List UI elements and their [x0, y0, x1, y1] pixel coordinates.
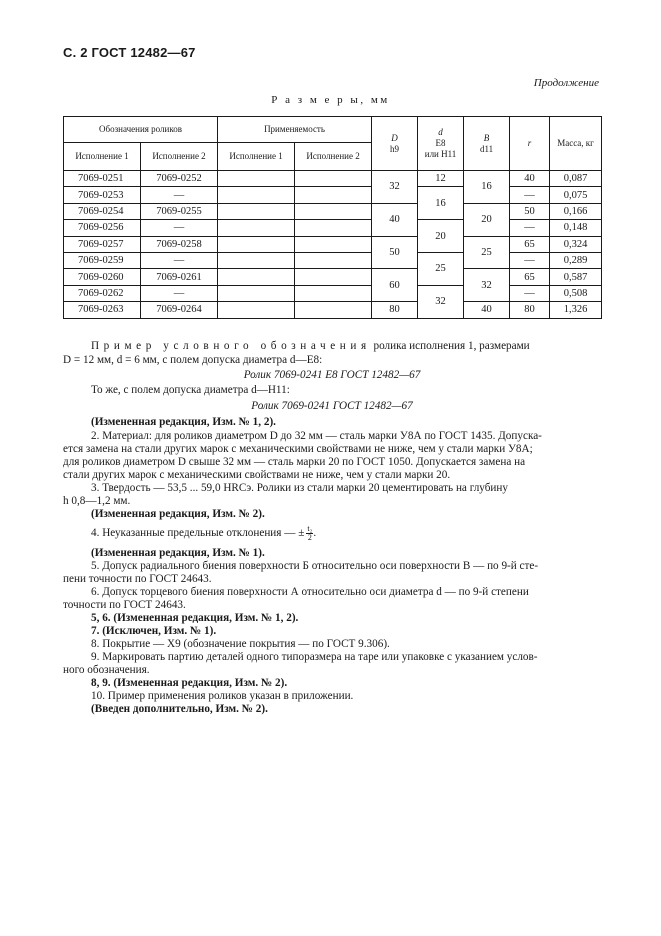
example-code-1: Ролик 7069-0241 E8 ГОСТ 12482—67 [243, 369, 421, 381]
continuation-label: Продолжение [533, 77, 599, 89]
cell-exec2: — [141, 187, 218, 203]
header-d-tol2: или H11 [424, 149, 457, 159]
para-2-line-1: 2. Материал: для роликов диаметром D до 32 мм — сталь марки У8А по ГОСТ 1435. Допуска- [91, 430, 542, 442]
revision-note-2: (Измененная редакция, Изм. № 2). [91, 508, 265, 520]
cell-exec2: — [141, 220, 218, 236]
cell-mass: 0,587 [550, 269, 602, 285]
cell-appl2 [295, 269, 372, 285]
cell-r: 65 [510, 236, 550, 252]
revision-note-10: (Введен дополнительно, Изм. № 2). [91, 703, 268, 715]
revision-note-8-9: 8, 9. (Измененная редакция, Изм. № 2). [91, 677, 288, 689]
cell-appl2 [295, 203, 372, 219]
para-5-line-1: 5. Допуск радиального биения поверхности Б относительно оси поверхности В — по 9-й сте- [91, 560, 539, 572]
cell-exec1: 7069-0257 [64, 236, 141, 252]
cell-r: — [510, 187, 550, 203]
cell-r: 40 [510, 171, 550, 187]
same-line: То же, с полем допуска диаметра d—H11: [91, 384, 290, 396]
table-row [64, 187, 602, 203]
header-d [418, 117, 464, 171]
cell-appl1 [218, 269, 295, 285]
header-exec1: Исполнение 1 [64, 143, 141, 171]
cell-exec2: 7069-0261 [141, 269, 218, 285]
cell-D: 40 [372, 203, 418, 236]
cell-exec1: 7069-0253 [64, 187, 141, 203]
page-header: С. 2 ГОСТ 12482—67 [63, 45, 196, 60]
cell-exec2: 7069-0258 [141, 236, 218, 252]
cell-appl1 [218, 203, 295, 219]
para-10: 10. Пример применения роликов указан в приложении. [91, 690, 354, 702]
para-6-line-1: 6. Допуск торцевого биения поверхности А относительно оси диаметра d — по 9-й степени [91, 586, 529, 598]
cell-mass: 0,166 [550, 203, 602, 219]
cell-exec1: 7069-0263 [64, 302, 141, 318]
cell-appl2 [295, 171, 372, 187]
fraction-numerator: t₂ [307, 524, 313, 533]
table-row [64, 269, 602, 285]
cell-D: 60 [372, 269, 418, 302]
cell-r: 50 [510, 203, 550, 219]
para-8: 8. Покрытие — Х9 (обозначение покрытия — по ГОСТ 9.306). [91, 638, 390, 650]
example-line-2: D = 12 мм, d = 6 мм, с полем допуска диаметра d—E8: [63, 354, 323, 366]
cell-exec1: 7069-0262 [64, 285, 141, 301]
header-appl1: Исполнение 1 [218, 143, 295, 171]
cell-exec2: 7069-0252 [141, 171, 218, 187]
table-row [64, 302, 602, 318]
table-row [64, 220, 602, 236]
revision-note-5-6: 5, 6. (Измененная редакция, Изм. № 1, 2). [91, 612, 299, 624]
header-d-tol1: E8 [435, 138, 446, 148]
para-2-line-3: для роликов диаметром D свыше 32 мм — сталь марки 20 по ГОСТ 1050. Допускается замена на [63, 456, 526, 468]
para-2-line-4: стали других марок с механическими свойствами не ниже, чем у стали марки 20. [63, 469, 451, 481]
para-9-line-2: ного обозначения. [63, 664, 150, 676]
table-title: Р а з м е р ы, мм [271, 94, 390, 106]
cell-exec1: 7069-0259 [64, 252, 141, 268]
cell-d: 20 [418, 220, 464, 253]
cell-D: 80 [372, 302, 418, 318]
revision-note-1: (Измененная редакция, Изм. № 1, 2). [91, 416, 276, 428]
header-designation: Обозначения роликов [64, 117, 218, 143]
para-9-line-1: 9. Маркировать партию деталей одного типоразмера на таре или упаковке с указанием услов- [91, 651, 538, 663]
cell-mass: 0,289 [550, 252, 602, 268]
cell-appl1 [218, 285, 295, 301]
example-heading: Пример условного обозначения [91, 340, 371, 352]
cell-B: 40 [464, 302, 510, 318]
cell-mass: 0,148 [550, 220, 602, 236]
example-line-1 [91, 340, 601, 354]
para-2-line-2: ется замена на стали других марок с механическими свойствами не ниже, чем у стали марки У8А; [63, 443, 533, 455]
cell-d: 16 [418, 187, 464, 220]
cell-exec1: 7069-0251 [64, 171, 141, 187]
para-3-line-1: 3. Твердость — 53,5 ... 59,0 HRCэ. Ролики из стали марки 20 цементировать на глубину [91, 482, 509, 494]
table-row [64, 252, 602, 268]
header-applicability: Применяемость [218, 117, 372, 143]
header-mass: Масса, кг [550, 117, 602, 171]
example-code-2: Ролик 7069-0241 ГОСТ 12482—67 [251, 400, 413, 412]
header-D-tol: h9 [390, 143, 400, 154]
cell-mass: 0,075 [550, 187, 602, 203]
cell-appl1 [218, 236, 295, 252]
cell-exec2: 7069-0264 [141, 302, 218, 318]
cell-B: 25 [464, 236, 510, 269]
cell-exec2: 7069-0255 [141, 203, 218, 219]
cell-D: 50 [372, 236, 418, 269]
cell-appl2 [295, 285, 372, 301]
para-4: 4. Неуказанные предельные отклонения — ± $\frac{\text{t₂}}{2}$ . [91, 524, 317, 542]
table-row [64, 203, 602, 219]
header-r: r [510, 117, 550, 171]
header-exec2: Исполнение 2 [141, 143, 218, 171]
table-row [64, 236, 602, 252]
cell-mass: 1,326 [550, 302, 602, 318]
para-3-line-2: h 0,8—1,2 мм. [63, 495, 131, 507]
cell-r: — [510, 220, 550, 236]
cell-d: 25 [418, 252, 464, 285]
header-d-name: d [438, 127, 443, 137]
cell-B: 20 [464, 203, 510, 236]
cell-mass: 0,324 [550, 236, 602, 252]
table-row [64, 171, 602, 187]
header-D [372, 117, 418, 171]
cell-r: 65 [510, 269, 550, 285]
cell-exec2: — [141, 285, 218, 301]
tolerance-fraction [306, 525, 313, 542]
para-4-text: 4. Неуказанные предельные отклонения — ± [91, 527, 305, 540]
cell-exec1: 7069-0256 [64, 220, 141, 236]
cell-appl1 [218, 220, 295, 236]
cell-exec1: 7069-0260 [64, 269, 141, 285]
cell-exec2: — [141, 252, 218, 268]
cell-B: 16 [464, 171, 510, 204]
cell-appl1 [218, 171, 295, 187]
para-7: 7. (Исключен, Изм. № 1). [91, 625, 217, 637]
cell-appl2 [295, 220, 372, 236]
revision-note-3: (Измененная редакция, Изм. № 1). [91, 547, 265, 559]
para-5-line-2: пени точности по ГОСТ 24643. [63, 573, 212, 585]
sizes-table [63, 116, 602, 319]
cell-d: 12 [418, 171, 464, 187]
header-appl2: Исполнение 2 [295, 143, 372, 171]
example-rest: ролика исполнения 1, размерами [370, 340, 530, 352]
header-B [464, 117, 510, 171]
cell-D: 32 [372, 171, 418, 204]
cell-appl1 [218, 302, 295, 318]
cell-r: 80 [510, 302, 550, 318]
cell-appl1 [218, 252, 295, 268]
header-B-name: B [483, 132, 490, 143]
header-B-tol: d11 [479, 143, 494, 154]
cell-appl2 [295, 187, 372, 203]
cell-appl1 [218, 187, 295, 203]
cell-exec1: 7069-0254 [64, 203, 141, 219]
cell-r: — [510, 252, 550, 268]
cell-mass: 0,508 [550, 285, 602, 301]
cell-B: 32 [464, 269, 510, 302]
para-6-line-2: точности по ГОСТ 24643. [63, 599, 186, 611]
cell-mass: 0,087 [550, 171, 602, 187]
cell-appl2 [295, 302, 372, 318]
header-D-name: D [391, 132, 398, 143]
cell-appl2 [295, 252, 372, 268]
table-row [64, 285, 602, 301]
cell-r: — [510, 285, 550, 301]
fraction-denominator: 2 [307, 533, 312, 542]
cell-appl2 [295, 236, 372, 252]
cell-d: 32 [418, 285, 464, 318]
